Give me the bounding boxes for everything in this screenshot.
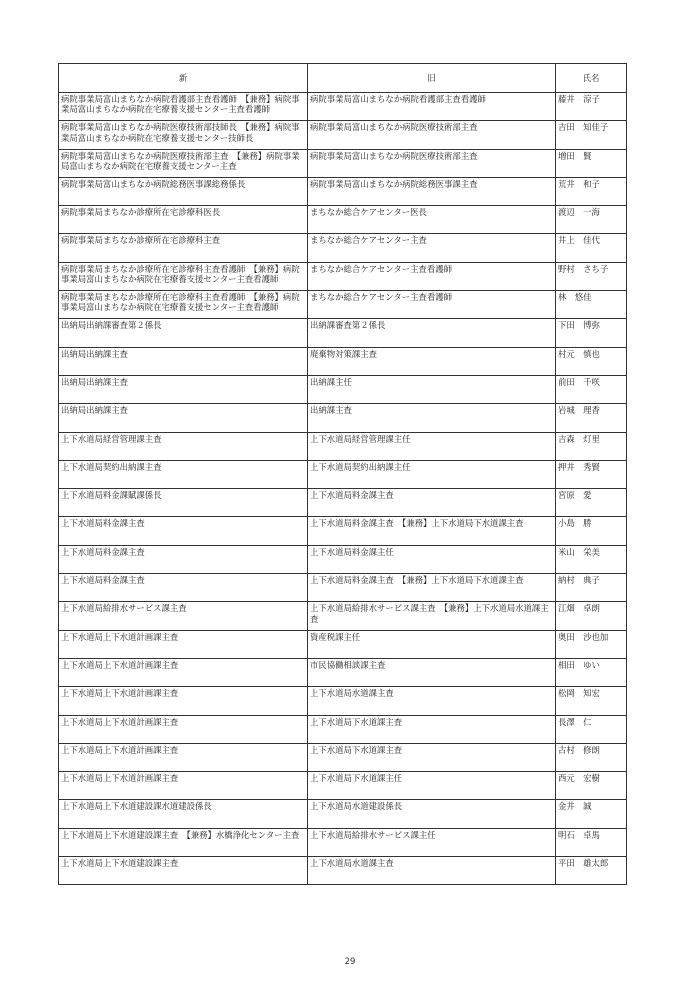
old-position-cell: 病院事業局富山まちなか病院総務医事課主査	[308, 177, 556, 205]
new-position-cell: 病院事業局まちなか診療所在宅診療科医長	[59, 206, 308, 234]
person-name: 下田 博弥	[558, 320, 600, 331]
old-position-cell: 病院事業局富山まちなか病院医療技術部主査	[308, 121, 556, 149]
table-row	[59, 658, 627, 686]
person-name-cell	[556, 460, 627, 488]
new-position-cell: 出納局出納課審査第２係長	[59, 319, 308, 347]
person-name: 米山 栄美	[558, 546, 600, 557]
new-position-cell: 病院事業局まちなか診療所在宅診療科主査	[59, 234, 308, 262]
person-name: 西元 宏樹	[558, 773, 600, 784]
table-header-row	[59, 64, 627, 93]
person-name: 渡辺 一海	[558, 207, 600, 218]
person-name: 岩城 理香	[558, 405, 600, 416]
person-name-cell	[556, 658, 627, 686]
person-name: 藤井 涼子	[558, 94, 600, 104]
person-name-cell	[556, 743, 627, 771]
person-name-cell	[556, 630, 627, 658]
person-name-cell	[556, 234, 627, 262]
new-position-cell: 病院事業局まちなか診療所在宅診療科主査看護師 【兼務】病院事業局富山まちなか病院在宅療養支援センター主査看護師	[59, 291, 308, 319]
person-name-cell	[556, 800, 627, 828]
old-position-cell: 上下水道局下水道課主任	[308, 772, 556, 800]
table-row	[59, 432, 627, 460]
old-position-cell: 出納課審査第２係長	[308, 319, 556, 347]
old-position-cell: 出納課主任	[308, 375, 556, 403]
old-position-cell: 上下水道局水道課主査	[308, 857, 556, 885]
table-row	[59, 149, 627, 177]
person-name-cell	[556, 206, 627, 234]
new-position-cell: 上下水道局料金課賦課係長	[59, 489, 308, 517]
person-name: 金井 誠	[558, 801, 592, 812]
new-position-cell: 出納局出納課主査	[59, 347, 308, 375]
person-name: 吉田 知佳子	[558, 122, 609, 133]
old-position-cell: 上下水道局下水道課主査	[308, 743, 556, 771]
person-name: 古村 修朗	[558, 744, 600, 755]
old-position-cell: 上下水道局料金課主査	[308, 489, 556, 517]
old-position-cell: 上下水道局料金課主査 【兼務】上下水道局下水道課主査	[308, 574, 556, 602]
table-row	[59, 262, 627, 290]
person-name-cell	[556, 347, 627, 375]
table-row	[59, 206, 627, 234]
person-name: 野村 さち子	[558, 263, 609, 274]
old-position-cell: 上下水道局下水道課主査	[308, 715, 556, 743]
old-position-cell: まちなか総合ケアセンター主査看護師	[308, 291, 556, 319]
new-position-cell: 上下水道局料金課主査	[59, 517, 308, 545]
old-position-cell: まちなか総合ケアセンター主査看護師	[308, 262, 556, 290]
person-name-cell	[556, 517, 627, 545]
person-name: 松岡 知宏	[558, 688, 600, 699]
new-position-cell: 上下水道局上下水道建設課水道建設係長	[59, 800, 308, 828]
old-position-cell: 上下水道局給排水サービス課主査 【兼務】上下水道局水道課主査	[308, 602, 556, 630]
old-position-cell: 廃棄物対策課主査	[308, 347, 556, 375]
person-name-cell	[556, 489, 627, 517]
table-row	[59, 743, 627, 771]
person-name-cell	[556, 291, 627, 319]
person-name: 前田 千咲	[558, 376, 600, 387]
table-row	[59, 715, 627, 743]
old-position-cell: 上下水道局水道建設係長	[308, 800, 556, 828]
new-position-cell: 出納局出納課主査	[59, 404, 308, 432]
person-name-cell	[556, 602, 627, 630]
old-position-cell: 上下水道局経営管理課主任	[308, 432, 556, 460]
old-position-cell: 上下水道局料金課主任	[308, 545, 556, 573]
new-position-cell: 上下水道局給排水サービス課主査	[59, 602, 308, 630]
new-position-cell: 病院事業局富山まちなか病院総務医事課総務係長	[59, 177, 308, 205]
new-position-cell: 病院事業局富山まちなか病院看護部主査看護師 【兼務】病院事業局富山まちなか病院在宅療養支援センター主査看護師	[59, 93, 308, 121]
old-position-cell: 出納課主査	[308, 404, 556, 432]
person-name-cell	[556, 404, 627, 432]
person-name: 納村 典子	[558, 575, 600, 586]
person-name-cell	[556, 772, 627, 800]
table-row	[59, 93, 627, 121]
person-name-cell	[556, 715, 627, 743]
old-position-cell: 病院事業局富山まちなか病院医療技術部主査	[308, 149, 556, 177]
new-position-cell: 病院事業局富山まちなか病院医療技術部技師長 【兼務】病院事業局富山まちなか病院在宅療養支援センター技師長	[59, 121, 308, 149]
person-name: 江畑 卓朗	[558, 603, 600, 614]
page-number: 29	[344, 957, 356, 967]
person-name: 平田 雄太郎	[558, 858, 609, 869]
table-row	[59, 517, 627, 545]
old-position-cell: まちなか総合ケアセンター主査	[308, 234, 556, 262]
table-row	[59, 177, 627, 205]
person-name-cell	[556, 262, 627, 290]
table-row	[59, 857, 627, 885]
old-position-cell: 上下水道局給排水サービス課主任	[308, 828, 556, 856]
table-row	[59, 602, 627, 630]
header-old: 旧	[308, 64, 556, 93]
new-position-cell: 上下水道局上下水道建設課主査	[59, 857, 308, 885]
person-name-cell	[556, 545, 627, 573]
table-row	[59, 121, 627, 149]
table-row	[59, 545, 627, 573]
new-position-cell: 上下水道局上下水道計画課主査	[59, 743, 308, 771]
new-position-cell: 病院事業局富山まちなか病院医療技術部主査 【兼務】病院事業局富山まちなか病院在宅療養支援センター主査	[59, 149, 308, 177]
new-position-cell: 出納局出納課主査	[59, 375, 308, 403]
old-position-cell: 上下水道局料金課主査 【兼務】上下水道局下水道課主査	[308, 517, 556, 545]
person-name: 吉森 灯里	[558, 433, 600, 444]
table-row	[59, 347, 627, 375]
person-name-cell	[556, 857, 627, 885]
person-name: 林 悠佳	[558, 292, 592, 303]
person-name: 井上 佳代	[558, 235, 600, 246]
old-position-cell: 市民協働相談課主査	[308, 658, 556, 686]
header-new: 新	[59, 64, 308, 93]
new-position-cell: 上下水道局上下水道計画課主査	[59, 658, 308, 686]
new-position-cell: 上下水道局契約出納課主査	[59, 460, 308, 488]
new-position-cell: 上下水道局上下水道建設課主査 【兼務】水橋浄化センター主査	[59, 828, 308, 856]
new-position-cell: 上下水道局上下水道計画課主査	[59, 630, 308, 658]
person-name-cell	[556, 375, 627, 403]
person-name: 小島 勝	[558, 518, 592, 529]
table-row	[59, 828, 627, 856]
old-position-cell: まちなか総合ケアセンター医長	[308, 206, 556, 234]
personnel-change-table	[58, 63, 627, 885]
person-name-cell	[556, 149, 627, 177]
person-name-cell	[556, 687, 627, 715]
person-name-cell	[556, 93, 627, 121]
person-name: 相田 ゆい	[558, 659, 600, 670]
person-name: 長澤 仁	[558, 716, 592, 727]
table-row	[59, 291, 627, 319]
table-row	[59, 687, 627, 715]
table-row	[59, 234, 627, 262]
person-name: 村元 慎也	[558, 348, 600, 359]
person-name-cell	[556, 574, 627, 602]
person-name: 奥田 沙也加	[558, 631, 609, 642]
table-row	[59, 800, 627, 828]
header-name: 氏名	[556, 64, 627, 93]
person-name-cell	[556, 177, 627, 205]
old-position-cell: 上下水道局水道課主査	[308, 687, 556, 715]
person-name: 押井 秀賢	[558, 461, 600, 472]
table-row	[59, 460, 627, 488]
table-row	[59, 375, 627, 403]
new-position-cell: 上下水道局上下水道計画課主査	[59, 687, 308, 715]
old-position-cell: 病院事業局富山まちなか病院看護部主査看護師	[308, 93, 556, 121]
table-row	[59, 489, 627, 517]
table-row	[59, 404, 627, 432]
old-position-cell: 上下水道局契約出納課主任	[308, 460, 556, 488]
person-name-cell	[556, 432, 627, 460]
table-row	[59, 574, 627, 602]
table-row	[59, 630, 627, 658]
person-name: 宮原 愛	[558, 490, 592, 501]
new-position-cell: 上下水道局料金課主査	[59, 574, 308, 602]
new-position-cell: 上下水道局料金課主査	[59, 545, 308, 573]
person-name-cell	[556, 319, 627, 347]
person-name: 明石 卓馬	[558, 829, 600, 840]
person-name: 増田 賢	[558, 150, 592, 161]
person-name-cell	[556, 828, 627, 856]
person-name-cell	[556, 121, 627, 149]
table-row	[59, 319, 627, 347]
new-position-cell: 上下水道局上下水道計画課主査	[59, 772, 308, 800]
new-position-cell: 病院事業局まちなか診療所在宅診療科主査看護師 【兼務】病院事業局富山まちなか病院在宅療養支援センター主査看護師	[59, 262, 308, 290]
table-row	[59, 772, 627, 800]
new-position-cell: 上下水道局経営管理課主査	[59, 432, 308, 460]
person-name: 荒井 和子	[558, 178, 600, 189]
new-position-cell: 上下水道局上下水道計画課主査	[59, 715, 308, 743]
old-position-cell: 資産税課主任	[308, 630, 556, 658]
